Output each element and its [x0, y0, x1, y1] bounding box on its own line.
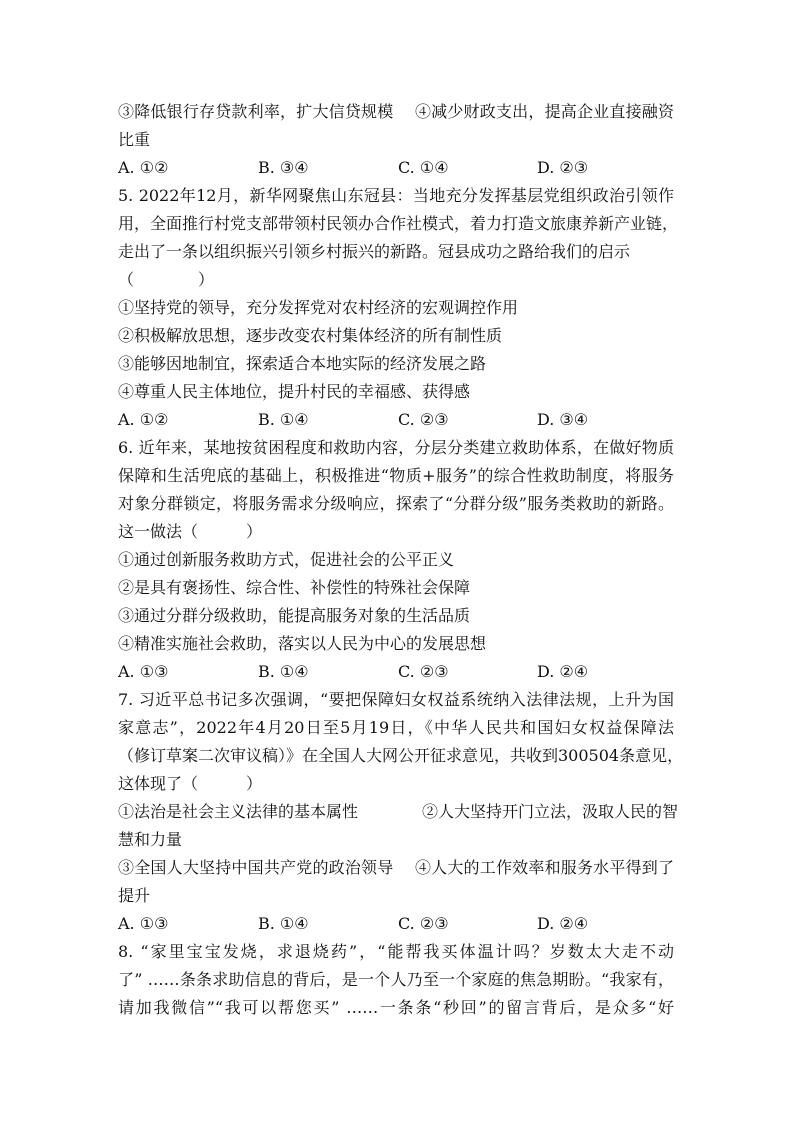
statement-4: ④尊重人民主体地位，提升村民的幸福感、获得感 [118, 382, 471, 401]
text-line: （修订草案二次审议稿）》在全国人大网公开征求意见，共收到300504条意见， [118, 746, 684, 765]
text-line: 慧和力量 [118, 830, 183, 849]
text-line: 用，全面推行村党支部带领村民领办合作社模式，着力打造文旅康养新产业链， [118, 214, 679, 233]
option-b: B. ③④ [258, 158, 309, 177]
text-line: 保障和生活兜底的基础上，积极推进“物质+服务”的综合性救助制度，将服务 [118, 466, 674, 485]
statement-1: ①通过创新服务救助方式，促进社会的公平正义 [118, 550, 455, 569]
option-c: C. ②③ [398, 662, 449, 681]
text-line: 家意志”，2022年4月20日至5月19日，《中华人民共和国妇女权益保障法 [118, 718, 674, 737]
text-line: 请加我微信”“我可以帮您买” ……一条条“秒回”的留言背后，是众多“好 [118, 998, 674, 1017]
text-line: 对象分群锁定，将服务需求分级响应，探索了“分群分级”服务类救助的新路。 [118, 494, 674, 513]
statement-1: ①坚持党的领导，充分发挥党对农村经济的宏观调控作用 [118, 298, 519, 317]
statement-2: ②积极解放思想，逐步改变农村集体经济的所有制性质 [118, 326, 503, 345]
option-d: D. ③④ [537, 410, 589, 429]
option-c: C. ②③ [398, 410, 449, 429]
option-c: C. ①④ [398, 158, 449, 177]
option-a: A. ①③ [118, 662, 169, 681]
question-6-line: 6. 近年来，某地按贫困程度和救助内容，分层分类建立救助体系，在做好物质 [118, 438, 674, 457]
statement-3-4: ③全国人大坚持中国共产党的政治领导 ④人大的工作效率和服务水平得到了 [118, 858, 674, 877]
statement-2: ②是具有褒扬性、综合性、补偿性的特殊社会保障 [118, 578, 471, 597]
text-line: 这一做法（ ） [118, 522, 263, 541]
option-d: D. ②④ [537, 662, 589, 681]
question-8-line: 8. “家里宝宝发烧，求退烧药”，“能帮我买体温计吗？岁数太大走不动 [118, 942, 674, 961]
answer-blank: （ ） [118, 270, 215, 289]
text-line: 了” ……条条求助信息的背后，是一个人乃至一个家庭的焦急期盼。“我家有， [118, 970, 674, 989]
option-c: C. ②③ [398, 914, 449, 933]
option-d: D. ②③ [537, 158, 589, 177]
text-line: 这体现了（ ） [118, 774, 263, 793]
text-line: 提升 [118, 886, 151, 905]
option-a: A. ①② [118, 410, 169, 429]
question-7-line: 7. 习近平总书记多次强调，“要把保障妇女权益系统纳入法律法规，上升为国 [118, 690, 674, 709]
option-b: B. ①④ [258, 914, 309, 933]
text-line: 走出了一条以组织振兴引领乡村振兴的新路。冠县成功之路给我们的启示 [118, 242, 631, 261]
question-5-line: 5. 2022年12月，新华网聚焦山东冠县：当地充分发挥基层党组织政治引领作 [118, 186, 674, 205]
statement-3: ③能够因地制宜，探索适合本地实际的经济发展之路 [118, 354, 487, 373]
option-b: B. ①④ [258, 662, 309, 681]
text-line: 比重 [118, 130, 151, 149]
statement-1-2: ①法治是社会主义法律的基本属性 ②人大坚持开门立法，汲取人民的智 [118, 802, 679, 821]
option-b: B. ①④ [258, 410, 309, 429]
text-line: ③降低银行存贷款利率，扩大信贷规模 ④减少财政支出，提高企业直接融资 [118, 102, 674, 121]
statement-4: ④精准实施社会救助，落实以人民为中心的发展思想 [118, 634, 487, 653]
option-a: A. ①③ [118, 914, 169, 933]
statement-3: ③通过分群分级救助，能提高服务对象的生活品质 [118, 606, 471, 625]
option-a: A. ①② [118, 158, 169, 177]
option-d: D. ②④ [537, 914, 589, 933]
